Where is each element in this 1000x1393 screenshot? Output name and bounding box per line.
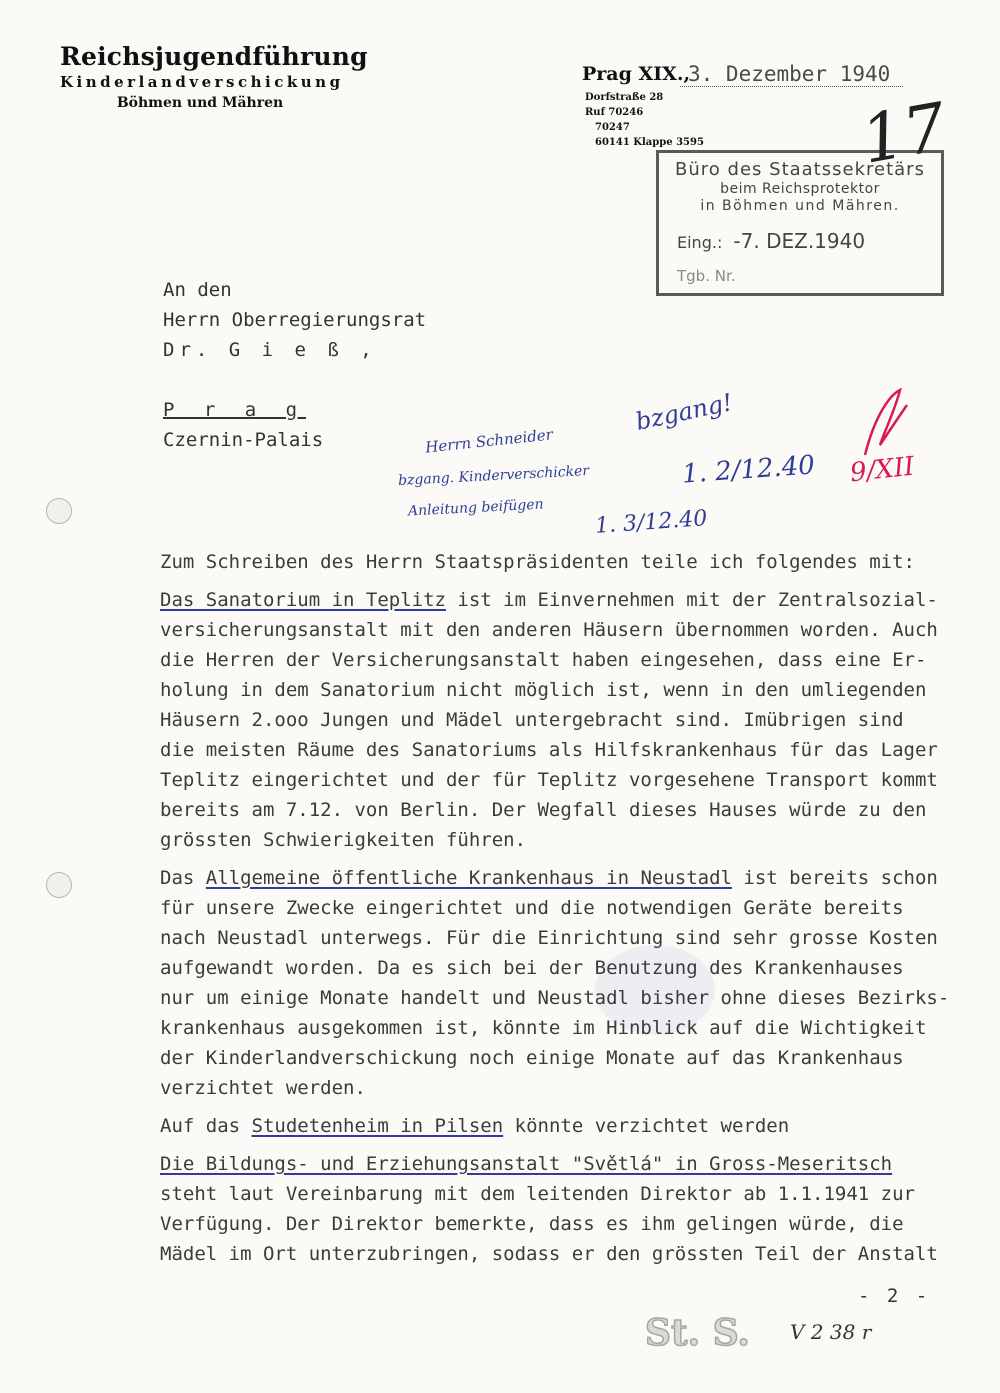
recipient-line2: Herrn Oberregierungsrat	[163, 309, 427, 331]
p3-heading: Studetenheim in Pilsen	[251, 1115, 504, 1137]
p4-rest: steht laut Vereinbarung mit dem leitenden Direktor ab 1.1.1941 zur Verfügung. Der Direktor bemerkte, dass es ihm gelingen würde, die Mädel im Ort unterzubringen, sodass er den grössten Teil der Anstalt	[160, 1183, 938, 1265]
footer-stamp: St. S.	[645, 1312, 750, 1354]
p1-heading: Das Sanatorium in Teplitz	[160, 589, 446, 611]
body-paragraph-1	[160, 585, 980, 855]
recipient-line5: Czernin-Palais	[163, 429, 324, 451]
address-phone3: 60141 Klappe 3595	[595, 137, 704, 148]
stamp-eing-label: Eing.:	[677, 233, 723, 252]
page-number: - 2 -	[858, 1285, 931, 1307]
recipient-city: P r a g	[163, 399, 307, 421]
recipient-line1: An den	[163, 279, 232, 301]
letter-body	[160, 547, 980, 1277]
stamp-line1: Büro des Staatssekretärs	[675, 159, 925, 180]
handwritten-note-1: bzgang!	[633, 388, 735, 436]
letterhead-dept: Kinderlandverschickung	[60, 73, 344, 91]
letterhead-org: Reichsjugendführung	[60, 42, 368, 71]
punch-hole-bottom	[46, 872, 72, 898]
handwritten-note-3: bzgang. Kinderverschicker	[397, 463, 590, 489]
letterhead-region: Böhmen und Mähren	[116, 95, 284, 111]
recipient-block	[163, 275, 426, 455]
letterhead	[60, 42, 368, 111]
stamp-eing-date: -7. DEZ.1940	[733, 229, 866, 253]
sender-address	[585, 90, 704, 150]
body-paragraph-4	[160, 1149, 980, 1269]
p4-heading: Die Bildungs- und Erziehungsanstalt "Světlá" in Gross-Meseritsch	[160, 1153, 893, 1175]
recipient-line3: Dr. G i e ß ,	[163, 339, 377, 361]
p2-heading: Allgemeine öffentliche Krankenhaus in Neustadl	[205, 867, 732, 889]
place-label: Prag XIX.,	[582, 63, 691, 85]
stamp-line2: beim Reichsprotektor	[720, 181, 880, 197]
letter-date: 3. Dezember 1940	[680, 62, 903, 87]
p1-line1: ist im Einvernehmen mit der Zentralsozial-	[445, 589, 938, 611]
body-paragraph-2	[160, 863, 980, 1103]
p3-lead: Auf das	[160, 1115, 252, 1137]
handwritten-note-5: 1. 2/12.40	[681, 450, 816, 490]
punch-hole-top	[46, 498, 72, 524]
handwritten-number: 17	[855, 88, 953, 179]
p2-line1: ist bereits schon	[731, 867, 938, 889]
body-paragraph-3	[160, 1111, 980, 1141]
p2-lead: Das	[160, 867, 206, 889]
body-intro: Zum Schreiben des Herrn Staatspräsidenten teile ich folgendes mit:	[160, 551, 915, 573]
address-street: Dorfstraße 28	[585, 92, 664, 103]
handwritten-note-2: Herrn Schneider	[424, 425, 554, 457]
stamp-line3: in Böhmen und Mähren.	[700, 198, 900, 214]
handwritten-note-4: Anleitung beifügen	[407, 496, 544, 520]
handwritten-red-note: 9/XII	[848, 451, 916, 489]
p1-rest: versicherungsanstalt mit den anderen Häusern übernommen worden. Auch die Herren der Versicherungsanstalt haben eingesehen, dass eine Er- holung in dem Sanatorium nicht möglich ist, wenn in den umliegenden Häusern 2.ooo Jungen und Mädel untergebracht sind. Imübrigen sind die meisten Räume des Sanatoriums als Hilfskrankenhaus für das Lager Teplitz eingerichtet und der für Teplitz vorgesehene Transport kommt bereits am 7.12. von Berlin. Der Wegfall dieses Hauses würde zu den grössten Schwierigkeiten führen.	[160, 619, 938, 851]
address-phone1: Ruf 70246	[585, 107, 644, 118]
p2-rest: für unsere Zwecke eingerichtet und die notwendigen Geräte bereits nach Neustadl unterwegs. Für die Einrichtung sind sehr grosse Kosten aufgewandt worden. Da es sich bei der Benutzung des Krankenhauses nur um einige Monate handelt und Neustadl bisher ohne dieses Bezirks- krankenhaus ausgekommen ist, könnte im Hinblick auf die Wichtigkeit der Kinderlandverschickung noch einige Monate auf das Krankenhaus verzichtet werden.	[160, 897, 950, 1099]
address-phone2: 70247	[595, 122, 630, 133]
stamp-received	[677, 229, 865, 253]
stamp-tgb: Tgb. Nr.	[677, 267, 736, 285]
handwritten-note-6: 1. 3/12.40	[594, 506, 709, 539]
footer-handwritten: V 2 38 r	[790, 1320, 872, 1344]
p3-tail: könnte verzichtet werden	[503, 1115, 790, 1137]
